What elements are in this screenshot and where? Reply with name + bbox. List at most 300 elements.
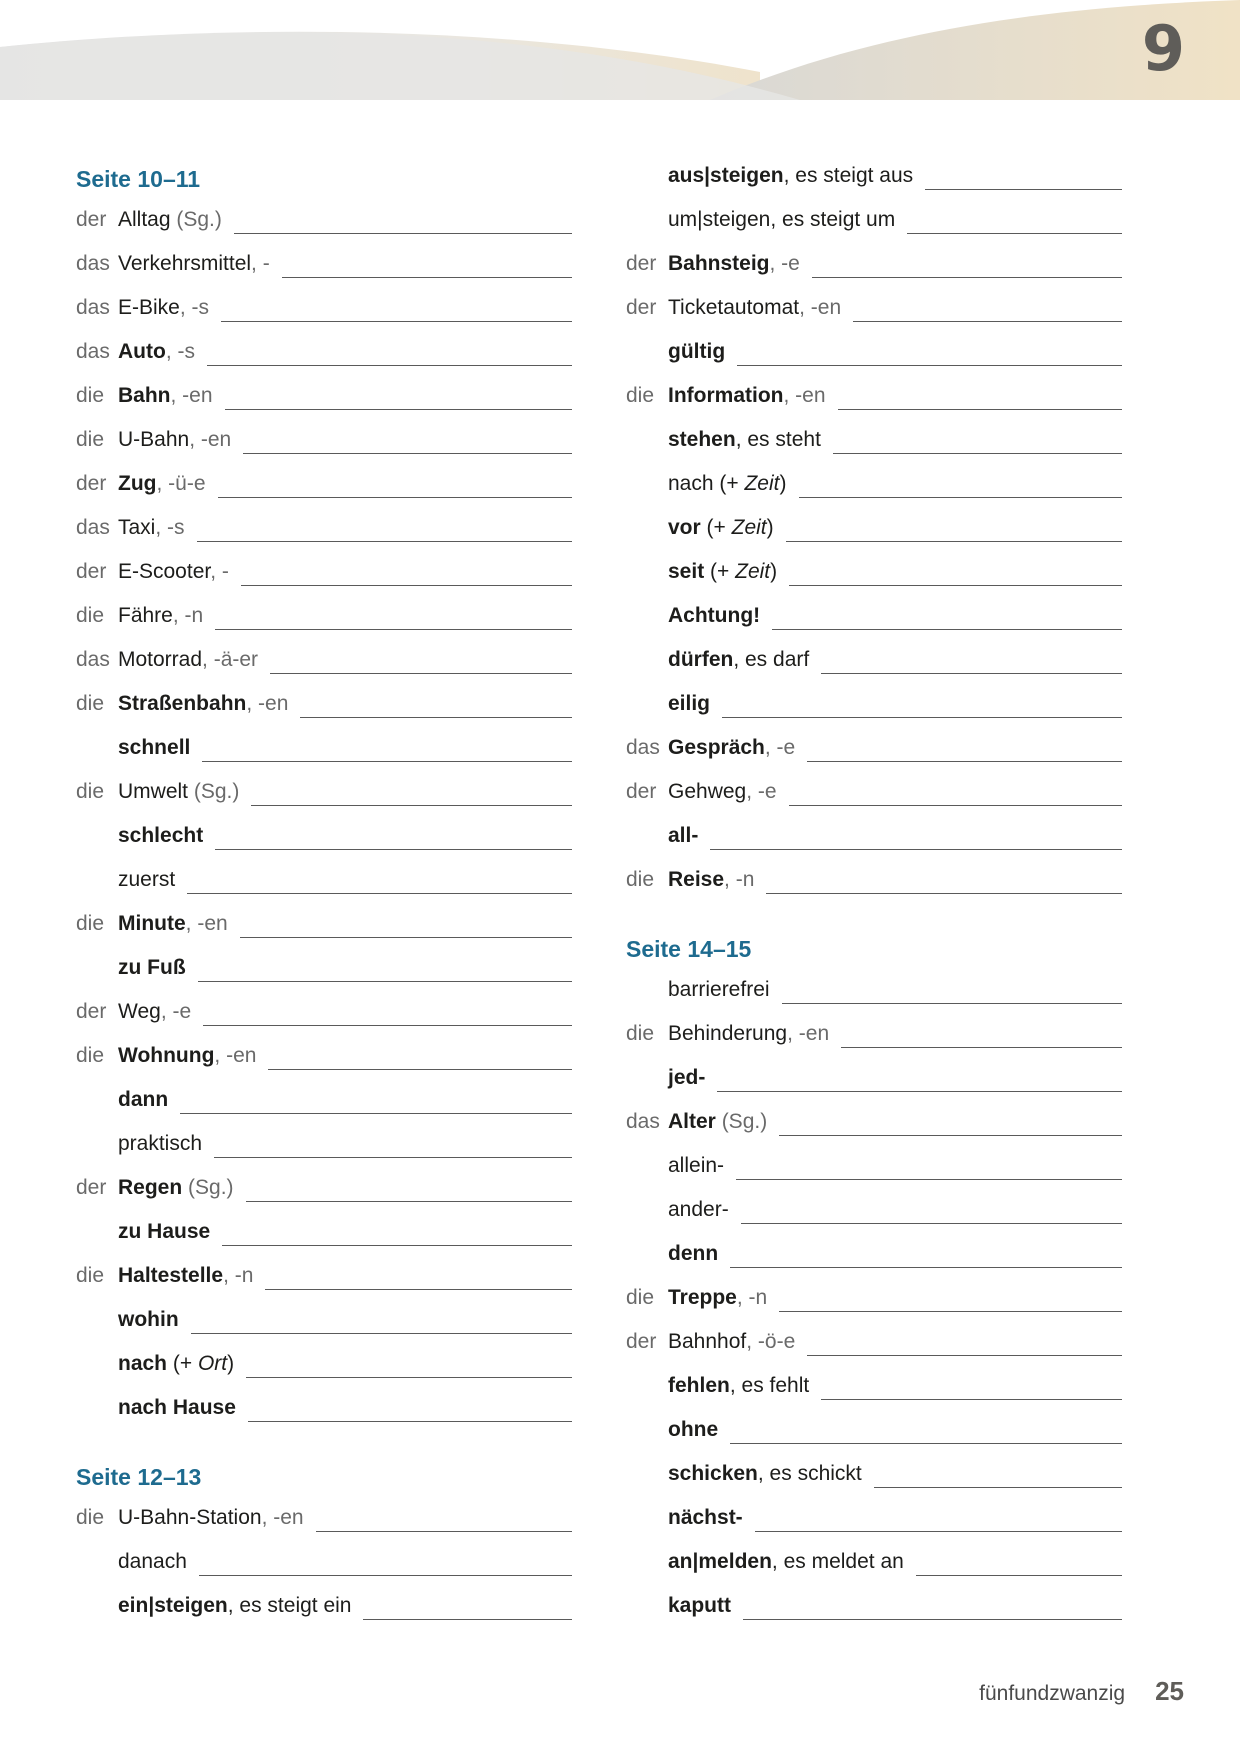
article: der (76, 208, 107, 231)
translation-line[interactable] (766, 892, 1122, 894)
vocab-entry (76, 1260, 572, 1304)
italic-note: Zeit (735, 560, 771, 583)
section-heading: Seite 12–13 (76, 1464, 202, 1490)
translation-line[interactable] (268, 1068, 572, 1070)
translation-line[interactable] (755, 1530, 1122, 1532)
translation-line[interactable] (730, 1442, 1122, 1444)
vocab-word (118, 693, 288, 714)
translation-line[interactable] (737, 364, 1122, 366)
vocab-word (118, 1397, 236, 1418)
article: der (76, 1000, 107, 1023)
vocab-word (118, 1265, 253, 1286)
translation-line[interactable] (265, 1288, 572, 1290)
vocab-entry (626, 424, 1122, 468)
vocab-word (668, 1419, 718, 1440)
headword: nächst- (668, 1506, 743, 1529)
vocab-word (118, 1353, 234, 1374)
word-suffix: , -en (261, 1506, 304, 1529)
vocab-word (668, 1155, 724, 1176)
vocab-entry (76, 1392, 572, 1436)
headword: Zug (118, 472, 157, 495)
word-suffix: , -en (783, 384, 826, 407)
article: die (76, 780, 105, 803)
headword: um|steigen, es steigt um (668, 208, 896, 231)
translation-line[interactable] (838, 408, 1122, 410)
vocab-entry (76, 1304, 572, 1348)
vocab-word (668, 1551, 904, 1572)
headword: U-Bahn-Station (118, 1506, 262, 1529)
translation-line[interactable] (199, 1574, 572, 1576)
article: das (76, 648, 110, 671)
translation-line[interactable] (821, 1398, 1122, 1400)
headword: Straßenbahn (118, 692, 247, 715)
vocab-word (118, 781, 239, 802)
vocab-word (118, 957, 186, 978)
translation-line[interactable] (786, 540, 1122, 542)
translation-line[interactable] (799, 496, 1123, 498)
translation-line[interactable] (300, 716, 572, 718)
headword: an|melden (668, 1550, 772, 1573)
vocab-word (118, 649, 258, 670)
vocab-entry (626, 600, 1122, 644)
headword: Motorrad (118, 648, 203, 671)
vocab-entry (626, 1590, 1122, 1634)
vocab-entry (626, 820, 1122, 864)
translation-line[interactable] (246, 1200, 572, 1202)
word-suffix: , es steigt aus (783, 164, 914, 187)
vocab-entry (76, 468, 572, 512)
vocab-entry (626, 204, 1122, 248)
translation-line[interactable] (215, 628, 572, 630)
headword: zu Hause (118, 1220, 211, 1243)
translation-line[interactable] (782, 1002, 1122, 1004)
translation-line[interactable] (853, 320, 1122, 322)
vocab-entry (76, 1040, 572, 1084)
vocab-word (118, 1001, 191, 1022)
article: der (76, 560, 107, 583)
word-suffix: , -n (172, 604, 204, 627)
translation-line[interactable] (833, 452, 1122, 454)
headword: jed- (668, 1066, 706, 1089)
headword: gültig (668, 340, 726, 363)
headword: allein- (668, 1154, 725, 1177)
translation-line[interactable] (246, 1376, 572, 1378)
headword: Bahnhof (668, 1330, 747, 1353)
article: der (76, 1176, 107, 1199)
left-vocab-column (76, 160, 572, 1634)
translation-line[interactable] (807, 1354, 1122, 1356)
headword: Regen (118, 1176, 183, 1199)
article: die (76, 1044, 105, 1067)
vocab-word (118, 869, 175, 890)
vocab-word (668, 209, 895, 230)
vocab-word (668, 561, 777, 582)
headword: Auto (118, 340, 166, 363)
translation-line[interactable] (789, 804, 1122, 806)
vocab-word (118, 253, 270, 274)
vocab-entry (626, 1106, 1122, 1150)
translation-line[interactable] (730, 1266, 1122, 1268)
vocab-word (118, 825, 203, 846)
word-suffix: , -s (155, 516, 185, 539)
translation-line[interactable] (207, 364, 572, 366)
vocab-word (668, 473, 787, 494)
vocab-word (118, 1507, 304, 1528)
vocab-word (668, 1507, 743, 1528)
translation-line[interactable] (812, 276, 1122, 278)
headword: Bahnsteig (668, 252, 770, 275)
italic-note: Zeit (744, 472, 780, 495)
word-suffix-close: ) (766, 516, 774, 539)
translation-line[interactable] (736, 1178, 1122, 1180)
vocab-word (668, 781, 777, 802)
vocab-word (668, 649, 809, 670)
translation-line[interactable] (248, 1420, 572, 1422)
vocab-entry (626, 776, 1122, 820)
vocab-entry (626, 1018, 1122, 1062)
word-suffix: , -n (724, 868, 755, 891)
right-vocab-column (626, 160, 1122, 1634)
headword: Gespräch (668, 736, 765, 759)
translation-line[interactable] (198, 980, 572, 982)
translation-line[interactable] (743, 1618, 1122, 1620)
vocab-entry (76, 1084, 572, 1128)
vocab-word (668, 165, 913, 186)
headword: danach (118, 1550, 187, 1573)
vocab-entry (76, 380, 572, 424)
translation-line[interactable] (214, 1156, 572, 1158)
headword: Verkehrsmittel (118, 252, 252, 275)
vocab-word (668, 1287, 767, 1308)
vocab-word (118, 473, 206, 494)
vocab-entry (626, 644, 1122, 688)
word-suffix: , es darf (733, 648, 810, 671)
headword: wohin (118, 1308, 179, 1331)
vocab-entry (76, 908, 572, 952)
vocab-entry (626, 556, 1122, 600)
headword: eilig (668, 692, 711, 715)
headword: nach (118, 1352, 168, 1375)
word-suffix: , -e (746, 780, 777, 803)
translation-line[interactable] (221, 320, 572, 322)
translation-line[interactable] (243, 452, 572, 454)
translation-line[interactable] (710, 848, 1122, 850)
vocab-word (668, 1023, 829, 1044)
headword: nach (668, 472, 714, 495)
word-suffix-close: ) (770, 560, 778, 583)
translation-line[interactable] (316, 1530, 572, 1532)
word-suffix: , -en (214, 1044, 257, 1067)
translation-line[interactable] (789, 584, 1122, 586)
headword: nach Hause (118, 1396, 236, 1419)
headword: fehlen (668, 1374, 730, 1397)
vocab-entry (76, 952, 572, 996)
vocab-entry (76, 1172, 572, 1216)
translation-line[interactable] (202, 760, 572, 762)
vocab-entry (626, 864, 1122, 908)
vocab-entry (626, 732, 1122, 776)
translation-line[interactable] (197, 540, 572, 542)
headword: ander- (668, 1198, 729, 1221)
vocab-word (668, 1595, 731, 1616)
vocab-entry (626, 1194, 1122, 1238)
vocab-entry (76, 1128, 572, 1172)
vocab-word (668, 869, 754, 890)
translation-line[interactable] (240, 936, 572, 938)
translation-line[interactable] (874, 1486, 1122, 1488)
article: der (626, 252, 657, 275)
headword: Reise (668, 868, 725, 891)
word-suffix: (+ (704, 560, 736, 583)
translation-line[interactable] (741, 1222, 1122, 1224)
vocab-word (118, 385, 213, 406)
translation-line[interactable] (925, 188, 1122, 190)
article: der (76, 472, 107, 495)
word-suffix: , -e (764, 736, 796, 759)
vocab-entry (76, 1216, 572, 1260)
word-suffix-close: ) (779, 472, 787, 495)
headword: all- (668, 824, 699, 847)
vocab-entry (76, 776, 572, 820)
word-suffix: , -ä-er (202, 648, 259, 671)
headword: ein|steigen (118, 1594, 228, 1617)
vocab-entry (76, 424, 572, 468)
headword: schicken (668, 1462, 758, 1485)
headword: Information (668, 384, 784, 407)
vocab-word (118, 1221, 210, 1242)
vocab-word (118, 1595, 351, 1616)
translation-line[interactable] (363, 1618, 572, 1620)
word-suffix: (Sg.) (182, 1176, 234, 1199)
vocab-word (118, 209, 222, 230)
word-suffix: (Sg.) (170, 208, 222, 231)
vocab-entry (76, 512, 572, 556)
word-suffix: (Sg.) (715, 1110, 768, 1133)
translation-line[interactable] (916, 1574, 1122, 1576)
vocab-entry (626, 1282, 1122, 1326)
word-suffix: , es steht (735, 428, 821, 451)
page-number-word: fünfundzwanzig (979, 1682, 1126, 1705)
article: die (76, 912, 105, 935)
translation-line[interactable] (772, 628, 1122, 630)
translation-line[interactable] (779, 1310, 1122, 1312)
translation-line[interactable] (779, 1134, 1122, 1136)
translation-line[interactable] (717, 1090, 1122, 1092)
word-suffix: , -s (165, 340, 195, 363)
headword: kaputt (668, 1594, 731, 1617)
vocab-word (668, 1199, 729, 1220)
vocab-word (118, 561, 229, 582)
article: das (626, 1110, 660, 1133)
headword: vor (668, 516, 701, 539)
translation-line[interactable] (191, 1332, 572, 1334)
section-heading: Seite 14–15 (626, 936, 752, 962)
translation-line[interactable] (821, 672, 1122, 674)
translation-line[interactable] (234, 232, 572, 234)
headword: Bahn (118, 384, 171, 407)
article: die (76, 384, 105, 407)
vocab-word (118, 1551, 187, 1572)
vocab-entry (626, 1370, 1122, 1414)
word-suffix: (+ (713, 472, 745, 495)
vocab-word (118, 913, 228, 934)
vocab-word (118, 1089, 168, 1110)
translation-line[interactable] (907, 232, 1122, 234)
headword: Alter (668, 1110, 716, 1133)
vocab-word (118, 605, 203, 626)
word-suffix: (+ (700, 516, 732, 539)
translation-line[interactable] (222, 1244, 572, 1246)
headword: Alltag (118, 208, 171, 231)
headword: U-Bahn (118, 428, 190, 451)
word-suffix: , -ö-e (746, 1330, 796, 1353)
vocab-word (118, 1133, 202, 1154)
headword: E-Bike (118, 296, 180, 319)
vocab-word (668, 1331, 795, 1352)
page-number: 25 (1155, 1676, 1184, 1706)
vocab-entry (76, 1546, 572, 1590)
word-suffix: , -n (736, 1286, 768, 1309)
vocab-entry (76, 688, 572, 732)
italic-note: Zeit (731, 516, 767, 539)
headword: Treppe (668, 1286, 737, 1309)
headword: barrierefrei (668, 978, 770, 1001)
vocab-word (118, 737, 190, 758)
article: die (76, 604, 105, 627)
vocab-entry (76, 556, 572, 600)
headword: zuerst (118, 868, 176, 891)
translation-line[interactable] (218, 496, 573, 498)
vocab-entry (626, 380, 1122, 424)
vocab-word (668, 253, 800, 274)
vocab-entry (626, 292, 1122, 336)
vocab-word (118, 1045, 256, 1066)
headword: Behinderung (668, 1022, 788, 1045)
article: die (626, 1286, 655, 1309)
translation-line[interactable] (187, 892, 572, 894)
vocab-word (668, 1067, 705, 1088)
translation-line[interactable] (282, 276, 572, 278)
article: das (76, 340, 110, 363)
headword: stehen (668, 428, 736, 451)
vocab-entry (626, 1414, 1122, 1458)
headword: Ticketautomat (668, 296, 800, 319)
vocab-word (118, 1177, 234, 1198)
vocab-entry (76, 292, 572, 336)
headword: E-Scooter (118, 560, 211, 583)
vocab-entry (626, 160, 1122, 204)
word-suffix: , -en (185, 912, 228, 935)
headword: dürfen (668, 648, 734, 671)
section-heading: Seite 10–11 (76, 166, 201, 192)
vocab-word (668, 517, 774, 538)
vocab-word (668, 1375, 809, 1396)
headword: schnell (118, 736, 191, 759)
vocab-entry (76, 600, 572, 644)
article: die (76, 1264, 105, 1287)
vocab-word (118, 341, 195, 362)
vocab-entry (626, 688, 1122, 732)
vocab-word (668, 1463, 862, 1484)
translation-line[interactable] (241, 584, 572, 586)
translation-line[interactable] (722, 716, 1122, 718)
word-suffix: , -s (179, 296, 210, 319)
vocab-entry (76, 820, 572, 864)
article: das (76, 296, 110, 319)
vocab-word (118, 1309, 179, 1330)
vocab-entry (626, 1238, 1122, 1282)
vocab-entry (626, 1502, 1122, 1546)
vocab-entry (626, 1546, 1122, 1590)
vocab-entry (76, 1502, 572, 1546)
word-suffix: , es meldet an (771, 1550, 904, 1573)
headword: aus|steigen (668, 164, 784, 187)
headword: Haltestelle (118, 1264, 224, 1287)
article: das (626, 736, 660, 759)
vocab-word (668, 979, 770, 1000)
vocab-word (118, 517, 185, 538)
word-suffix: , -en (170, 384, 213, 407)
article: die (626, 384, 655, 407)
vocab-entry (626, 468, 1122, 512)
word-suffix: (Sg.) (188, 780, 240, 803)
vocab-entry (626, 974, 1122, 1018)
word-suffix: , es schickt (757, 1462, 862, 1485)
translation-line[interactable] (270, 672, 572, 674)
word-suffix-close: ) (227, 1352, 235, 1375)
headword: praktisch (118, 1132, 203, 1155)
vocab-word (668, 737, 795, 758)
page-footer (979, 1676, 1184, 1707)
vocab-entry (76, 336, 572, 380)
translation-line[interactable] (807, 760, 1122, 762)
headword: Weg (118, 1000, 161, 1023)
translation-line[interactable] (225, 408, 572, 410)
italic-note: Ort (197, 1352, 228, 1375)
headword: Taxi (118, 516, 156, 539)
translation-line[interactable] (841, 1046, 1122, 1048)
vocab-word (668, 341, 725, 362)
word-suffix: , -en (246, 692, 289, 715)
translation-line[interactable] (251, 804, 572, 806)
headword: seit (668, 560, 705, 583)
word-suffix: , -n (223, 1264, 254, 1287)
vocab-word (668, 605, 760, 626)
translation-line[interactable] (203, 1024, 572, 1026)
vocab-entry (626, 336, 1122, 380)
word-suffix: , es fehlt (729, 1374, 810, 1397)
vocab-word (668, 297, 841, 318)
header-wave-band (0, 0, 1240, 100)
translation-line[interactable] (215, 848, 572, 850)
word-suffix: , es steigt ein (227, 1594, 352, 1617)
headword: Umwelt (118, 780, 189, 803)
translation-line[interactable] (180, 1112, 572, 1114)
vocab-word (668, 693, 710, 714)
chapter-number: 9 (1141, 12, 1185, 85)
vocab-word (668, 1243, 718, 1264)
article: die (626, 1022, 655, 1045)
headword: Fähre (118, 604, 173, 627)
article: die (76, 428, 105, 451)
vocab-entry (76, 1348, 572, 1392)
article: das (76, 516, 110, 539)
vocab-word (668, 429, 821, 450)
vocab-entry (76, 996, 572, 1040)
word-suffix: , - (210, 560, 229, 583)
headword: dann (118, 1088, 169, 1111)
vocab-word (118, 297, 209, 318)
